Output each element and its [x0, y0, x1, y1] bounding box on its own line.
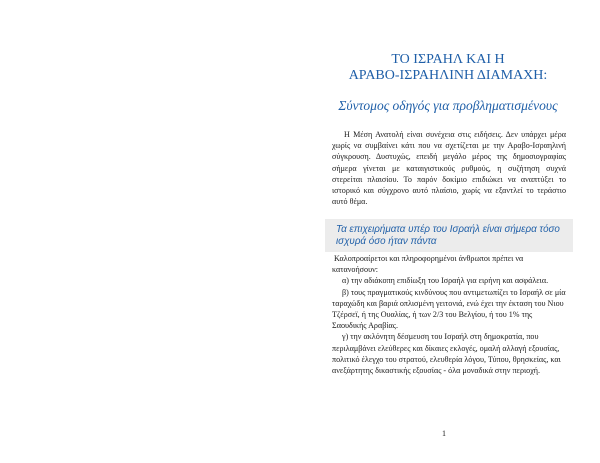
- page-number: 1: [442, 429, 446, 438]
- list-item: γ) την ακλόνητη δέσμευση του Ισραήλ στη δημοκρατία, που περιλαμβάνει ελεύθερες και δίκαιες εκλογές, ομαλή αλλαγή εξουσίας, πολιτικό έλεγχο του στρατού, ελευθερία λόγου, Τύπου, θρησκείας, και ανεξάρτητης δικαστικής εξουσίας - όλα μοναδικά στην περιοχή.: [332, 332, 561, 376]
- document-subtitle: Σύντομος οδηγός για προβληματισμένους: [338, 98, 558, 113]
- list-item: β) τους πραγματικούς κινδύνους που αντιμετωπίζει το Ισραήλ σε μία ταραχώδη και βαριά οπλισμένη γειτονιά, ενώ έχει την έκταση του Νιου Τζέρσεϊ, ή της Ουαλίας, ή των 2/3 του Βελγίου, ή του 1% της Σαουδικής Αραβίας.: [332, 287, 566, 331]
- document-title: [328, 52, 568, 84]
- title-line-1: ΤΟ ΙΣΡΑΗΛ ΚΑΙ Η: [391, 52, 505, 67]
- title-line-2: ΑΡΑΒΟ-ΙΣΡΑΗΛΙΝΗ ΔΙΑΜΑΧΗ:: [348, 68, 548, 83]
- section-heading: Τα επιχειρήματα υπέρ του Ισραήλ είναι σήμερα τόσο ισχυρά όσο ήταν πάντα: [336, 224, 560, 247]
- section-body: [332, 253, 568, 376]
- intro-paragraph: Η Μέση Ανατολή είναι συνέχεια στις ειδήσεις. Δεν υπάρχει μέρα χωρίς να συμβαίνει κάτι που να σχετίζεται με την Αραβο-Ισραηλινή σύγκρουση. Δυστυχώς, επειδή μεγάλο μέρος της δημοσιογραφίας σήμερα γίνεται με καταιγιστικούς ρυθμούς, η συζήτηση συχνά στερείται πλαισίου. Το παρόν δοκίμιο επιδιώκει να αναπτύξει το ιστορικό και σύγχρονο αυτό πλαίσιο, χωρίς να εξαντλεί το τεράστιο αυτό θέμα.: [332, 130, 566, 207]
- list-item: α) την αδιάκοπη επιδίωξη του Ισραήλ για ειρήνη και ασφάλεια.: [342, 276, 549, 286]
- lead-paragraph: Καλοπροαίρετοι και πληροφορημένοι άνθρωποι πρέπει να κατανοήσουν:: [332, 254, 524, 275]
